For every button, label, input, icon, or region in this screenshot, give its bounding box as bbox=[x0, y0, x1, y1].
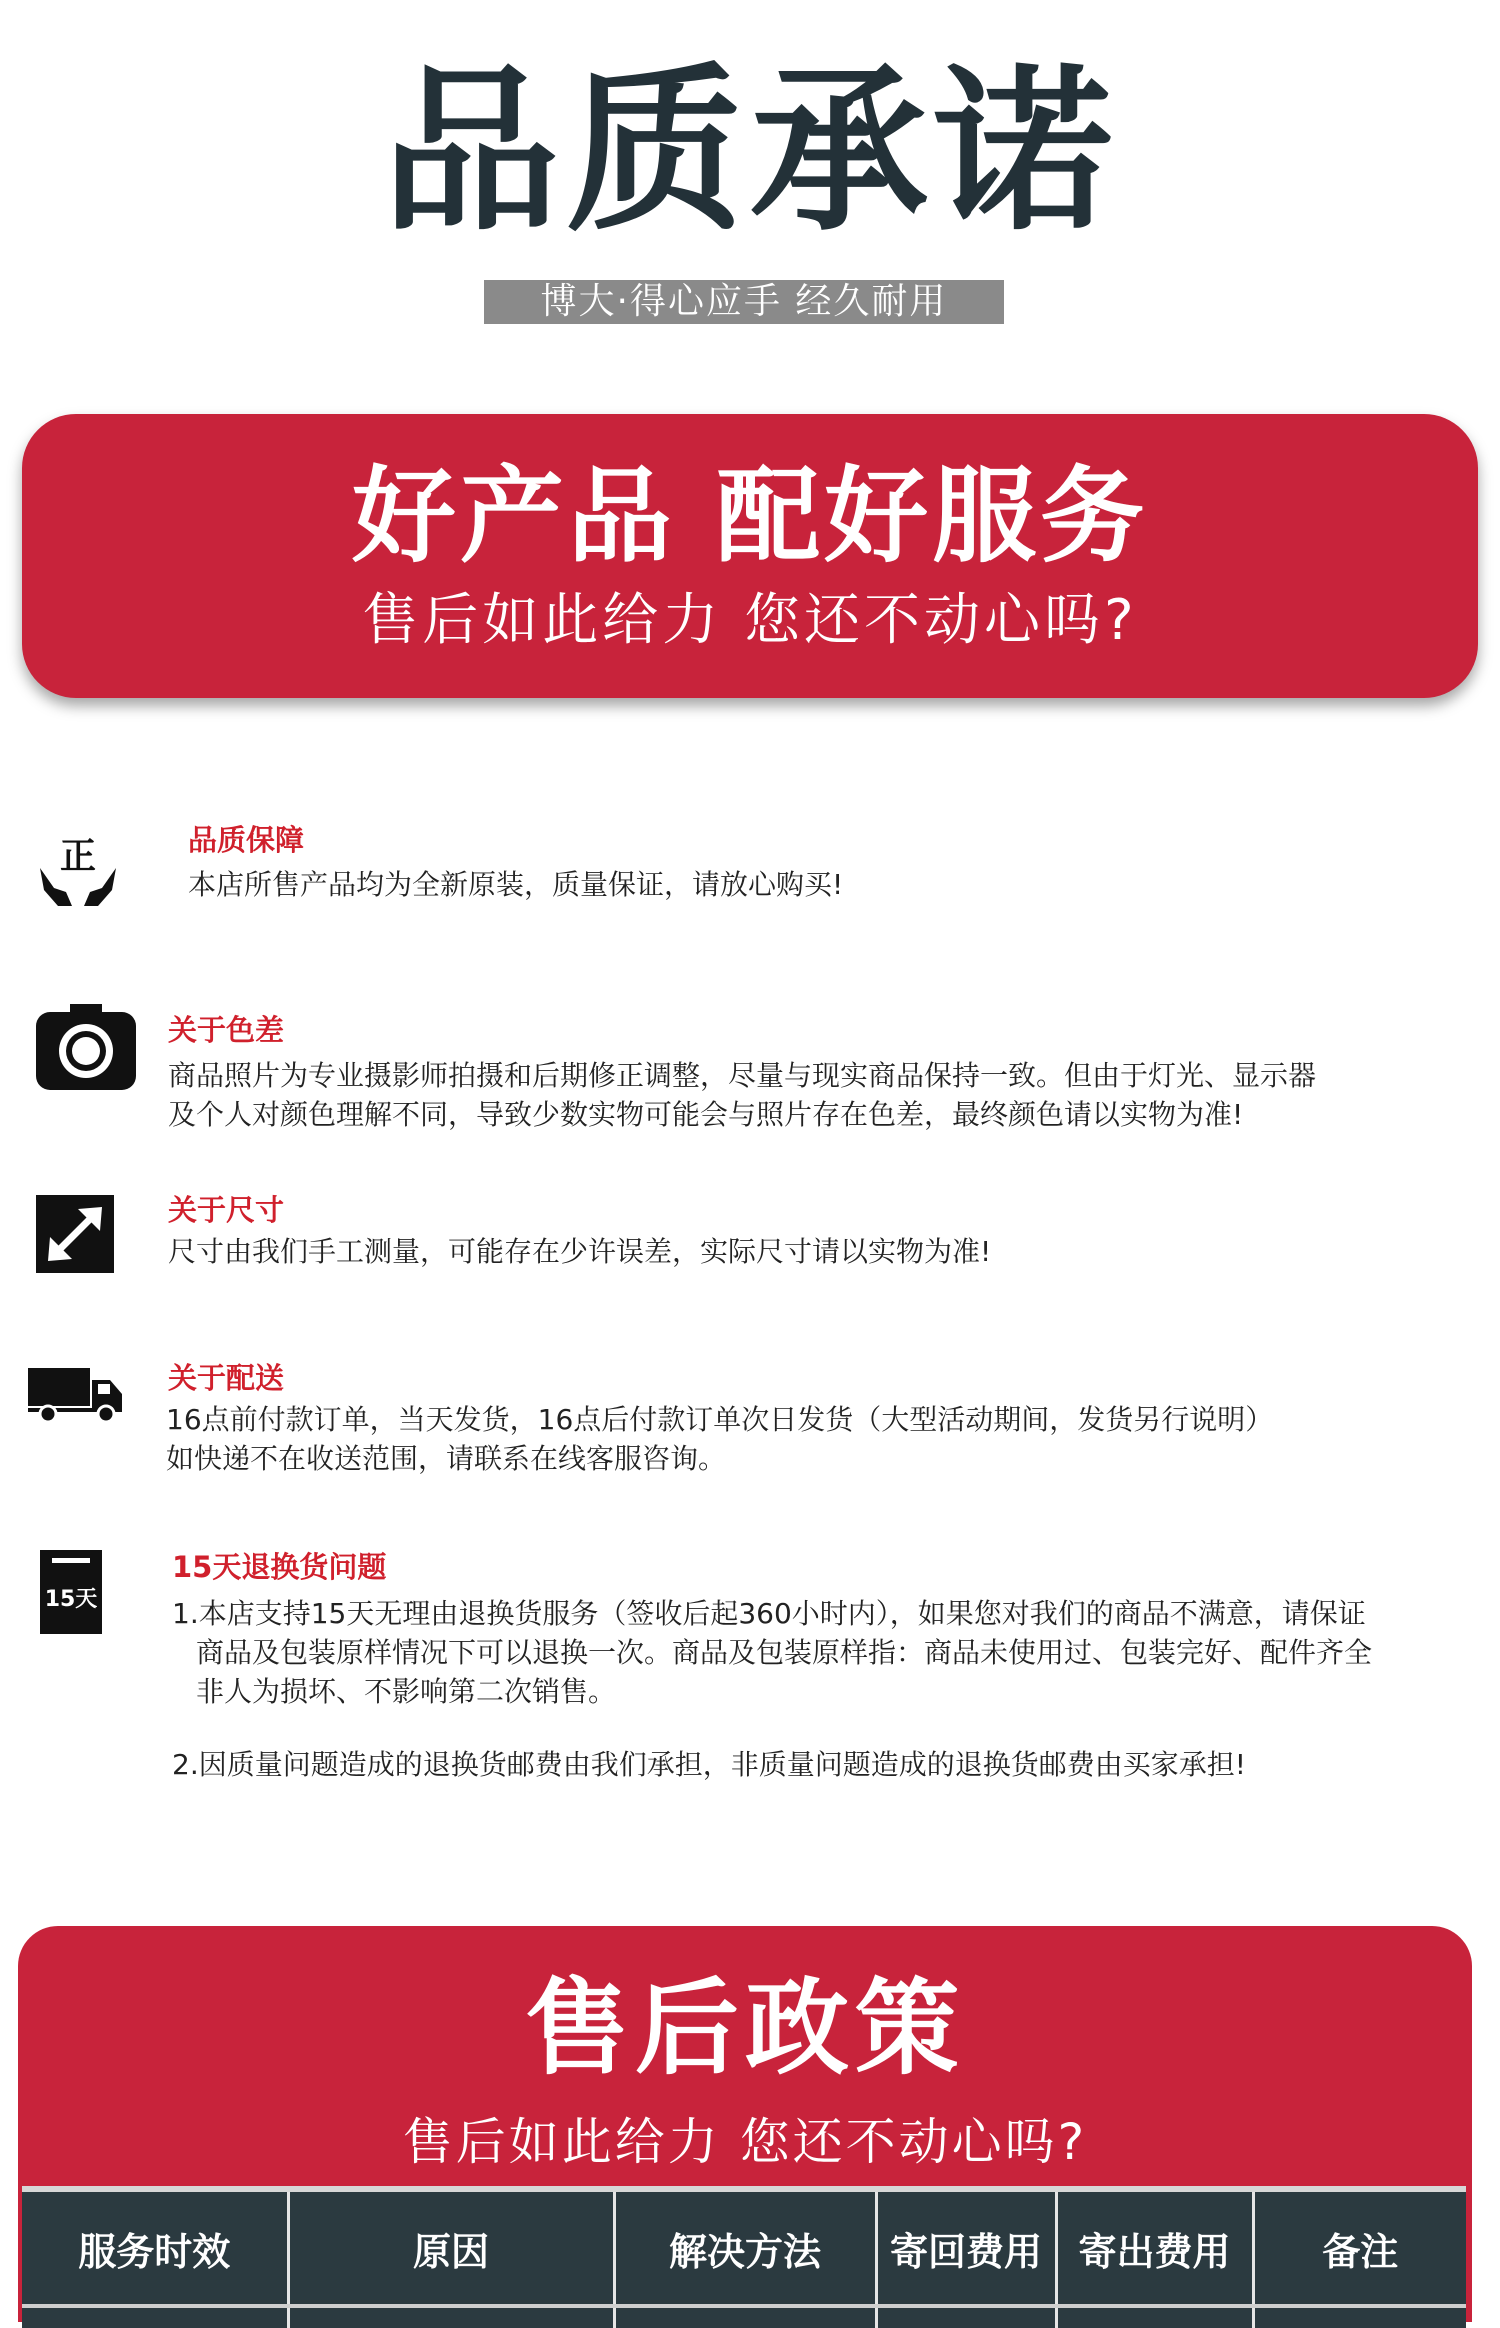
column-header: 寄回费用 bbox=[876, 2189, 1056, 2306]
policy-table-header bbox=[22, 2189, 1466, 2306]
hands-quality-icon-glyph: 正 bbox=[59, 836, 97, 877]
table-cell bbox=[614, 2306, 876, 2328]
table-row bbox=[22, 2306, 1466, 2328]
feature-line: 商品照片为专业摄影师拍摄和后期修正调整，尽量与现实商品保持一致。但由于灯光、显示器 bbox=[168, 1059, 1317, 1092]
feature-line: 本店所售产品均为全新原装，质量保证，请放心购买! bbox=[188, 868, 844, 901]
feature-line: 如快递不在收送范围，请联系在线客服咨询。 bbox=[166, 1442, 727, 1475]
feature-line: 非人为损坏、不影响第二次销售。 bbox=[196, 1675, 617, 1708]
feature-line: 2.因质量问题造成的退换货邮费由我们承担，非质量问题造成的退换货邮费由买家承担! bbox=[172, 1748, 1246, 1781]
feature-line: 及个人对颜色理解不同，导致少数实物可能会与照片存在色差，最终颜色请以实物为准! bbox=[168, 1098, 1244, 1131]
banner-tagline: 售后如此给力 您还不动心吗? bbox=[362, 588, 1138, 653]
resize-arrow-icon bbox=[36, 1195, 114, 1273]
feature-line: 商品及包装原样情况下可以退换一次。商品及包装原样指：商品未使用过、包装完好、配件齐全 bbox=[196, 1636, 1373, 1669]
policy-tagline: 售后如此给力 您还不动心吗? bbox=[402, 2113, 1088, 2171]
feature-title: 关于尺寸 bbox=[168, 1193, 285, 1227]
feature-title: 关于色差 bbox=[168, 1013, 285, 1047]
truck-icon bbox=[28, 1364, 124, 1424]
column-header: 备注 bbox=[1253, 2189, 1466, 2306]
calendar-15-icon bbox=[40, 1550, 102, 1634]
column-header: 服务时效 bbox=[22, 2189, 288, 2306]
feature-title: 关于配送 bbox=[168, 1361, 285, 1395]
table-cell bbox=[288, 2306, 614, 2328]
column-header: 寄出费用 bbox=[1056, 2189, 1253, 2306]
banner-headline: 好产品 配好服务 bbox=[351, 455, 1149, 577]
feature-line: 1.本店支持15天无理由退换货服务（签收后起360小时内），如果您对我们的商品不满意，请保证 bbox=[172, 1597, 1366, 1630]
column-header: 原因 bbox=[288, 2189, 614, 2306]
table-cell bbox=[876, 2306, 1056, 2328]
service-banner bbox=[22, 414, 1478, 698]
feature-line: 尺寸由我们手工测量，可能存在少许误差，实际尺寸请以实物为准! bbox=[168, 1235, 992, 1268]
feature-title: 品质保障 bbox=[188, 823, 305, 857]
table-cell bbox=[1056, 2306, 1253, 2328]
policy-table bbox=[22, 2186, 1466, 2328]
table-cell bbox=[22, 2306, 288, 2328]
table-cell bbox=[1253, 2306, 1466, 2328]
policy-title: 售后政策 bbox=[524, 1967, 965, 2089]
calendar-15-icon-glyph: 15天 bbox=[44, 1587, 98, 1612]
slogan-bar: 博大·得心应手 经久耐用 bbox=[484, 280, 1004, 324]
column-header: 解决方法 bbox=[614, 2189, 876, 2306]
feature-title: 15天退换货问题 bbox=[172, 1550, 387, 1584]
camera-icon bbox=[34, 1002, 138, 1092]
feature-line: 16点前付款订单，当天发货，16点后付款订单次日发货（大型活动期间，发货另行说明） bbox=[166, 1403, 1274, 1436]
hands-quality-icon bbox=[36, 828, 120, 912]
page-title: 品质承诺 bbox=[382, 48, 1118, 255]
